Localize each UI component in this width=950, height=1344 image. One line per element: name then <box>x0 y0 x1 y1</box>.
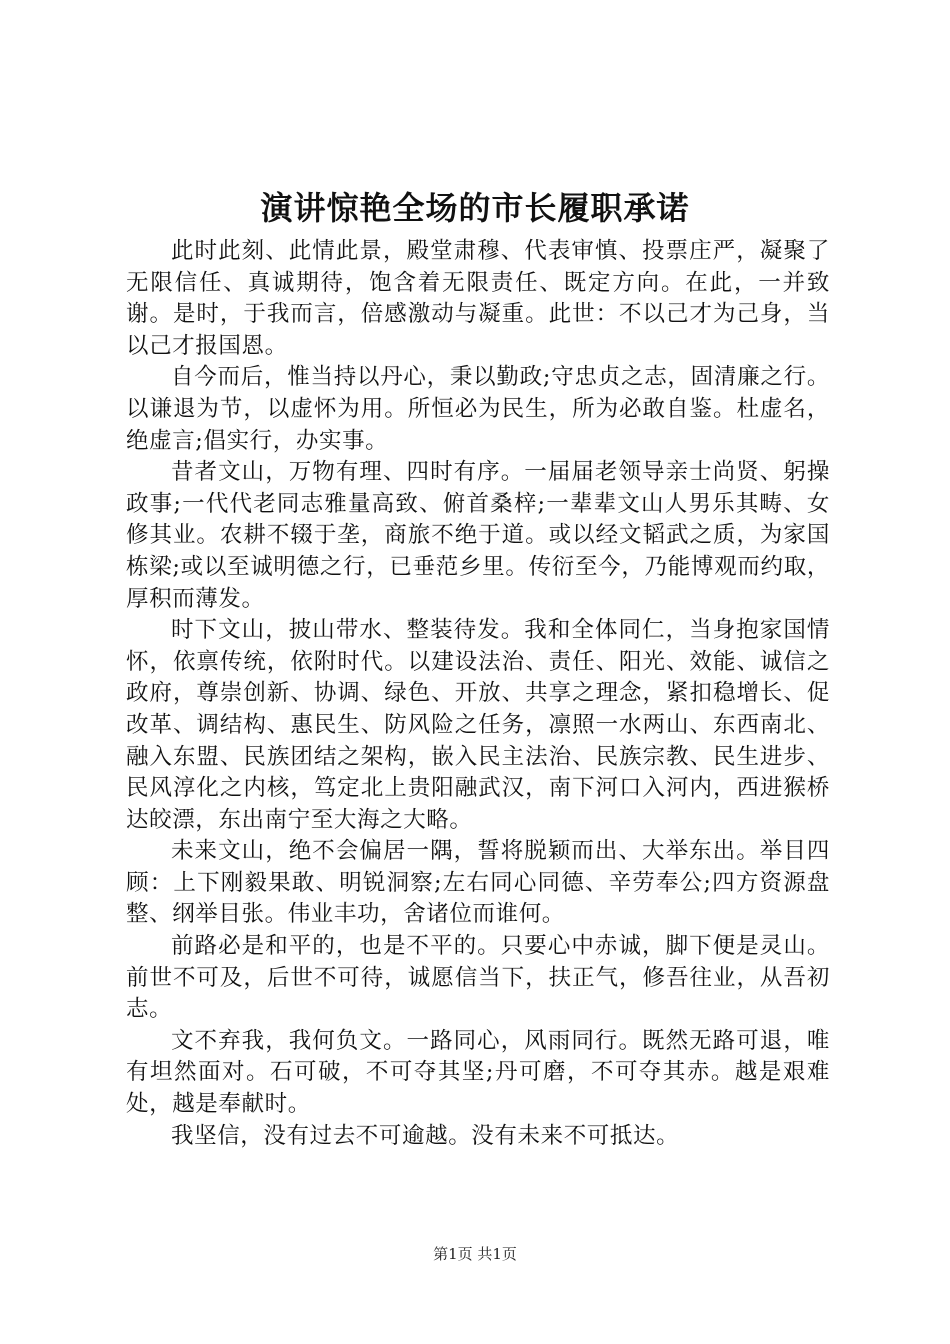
paragraph-8: 我坚信，没有过去不可逾越。没有未来不可抵达。 <box>171 1122 680 1149</box>
paragraph-5: 未来文山，绝不会偏居一隅，誓将脱颖而出、大举东出。举目四顾：上下刚毅果敢、明锐洞察;左右同心同德、辛劳奉公;四方资源盘整、纲举目张。伟业丰功，舍诸位而谁何。 <box>126 838 830 928</box>
paragraph-4: 时下文山，披山带水、整装待发。我和全体同仁，当身抱家国情怀，依禀传统，依附时代。以建设法治、责任、阳光、效能、诚信之政府，尊崇创新、协调、绿色、开放、共享之理念，紧扣稳增长、促改革、调结构、惠民生、防风险之任务，凛照一水两山、东西南北、融入东盟、民族团结之架构，嵌入民主法治、民族宗教、民生进步、民风淳化之内核，笃定北上贵阳融武汉，南下河口入河内，西进猴桥达皎漂，东出南宁至大海之大略。 <box>126 617 830 833</box>
document-title: 演讲惊艳全场的市长履职承诺 <box>260 189 690 227</box>
paragraph-7: 文不弃我，我何负文。一路同心，风雨同行。既然无路可退，唯有坦然面对。石可破，不可夺其坚;丹可磨，不可夺其赤。越是艰难处，越是奉献时。 <box>126 1027 830 1118</box>
paragraph-2: 自今而后，惟当持以丹心，秉以勤政;守忠贞之志，固清廉之行。以谦退为节，以虚怀为用。所恒必为民生，所为必敢自鉴。杜虚名，绝虚言;倡实行，办实事。 <box>126 364 830 454</box>
page-number-footer: 第1页 共1页 <box>433 1245 517 1263</box>
paragraph-6: 前路必是和平的，也是不平的。只要心中赤诚，脚下便是灵山。前世不可及，后世不可待，诚愿信当下，扶正气，修吾往业，从吾初志。 <box>126 933 830 1023</box>
paragraph-1: 此时此刻、此情此景，殿堂肃穆、代表审慎、投票庄严，凝聚了无限信任、真诚期待，饱含着无限责任、既定方向。在此，一并致谢。是时，于我而言，倍感激动与凝重。此世：不以己才为己身，当以己才报国恩。 <box>126 238 830 359</box>
paragraph-3: 昔者文山，万物有理、四时有序。一届届老领导亲士尚贤、躬操政事;一代代老同志雅量高致、俯首桑梓;一辈辈文山人男乐其畴、女修其业。农耕不辍于垄，商旅不绝于道。或以经文韬武之质，为家国栋梁;或以至诚明德之行，已垂范乡里。传衍至今，乃能博观而约取，厚积而薄发。 <box>126 459 830 612</box>
document-body <box>126 236 830 1152</box>
